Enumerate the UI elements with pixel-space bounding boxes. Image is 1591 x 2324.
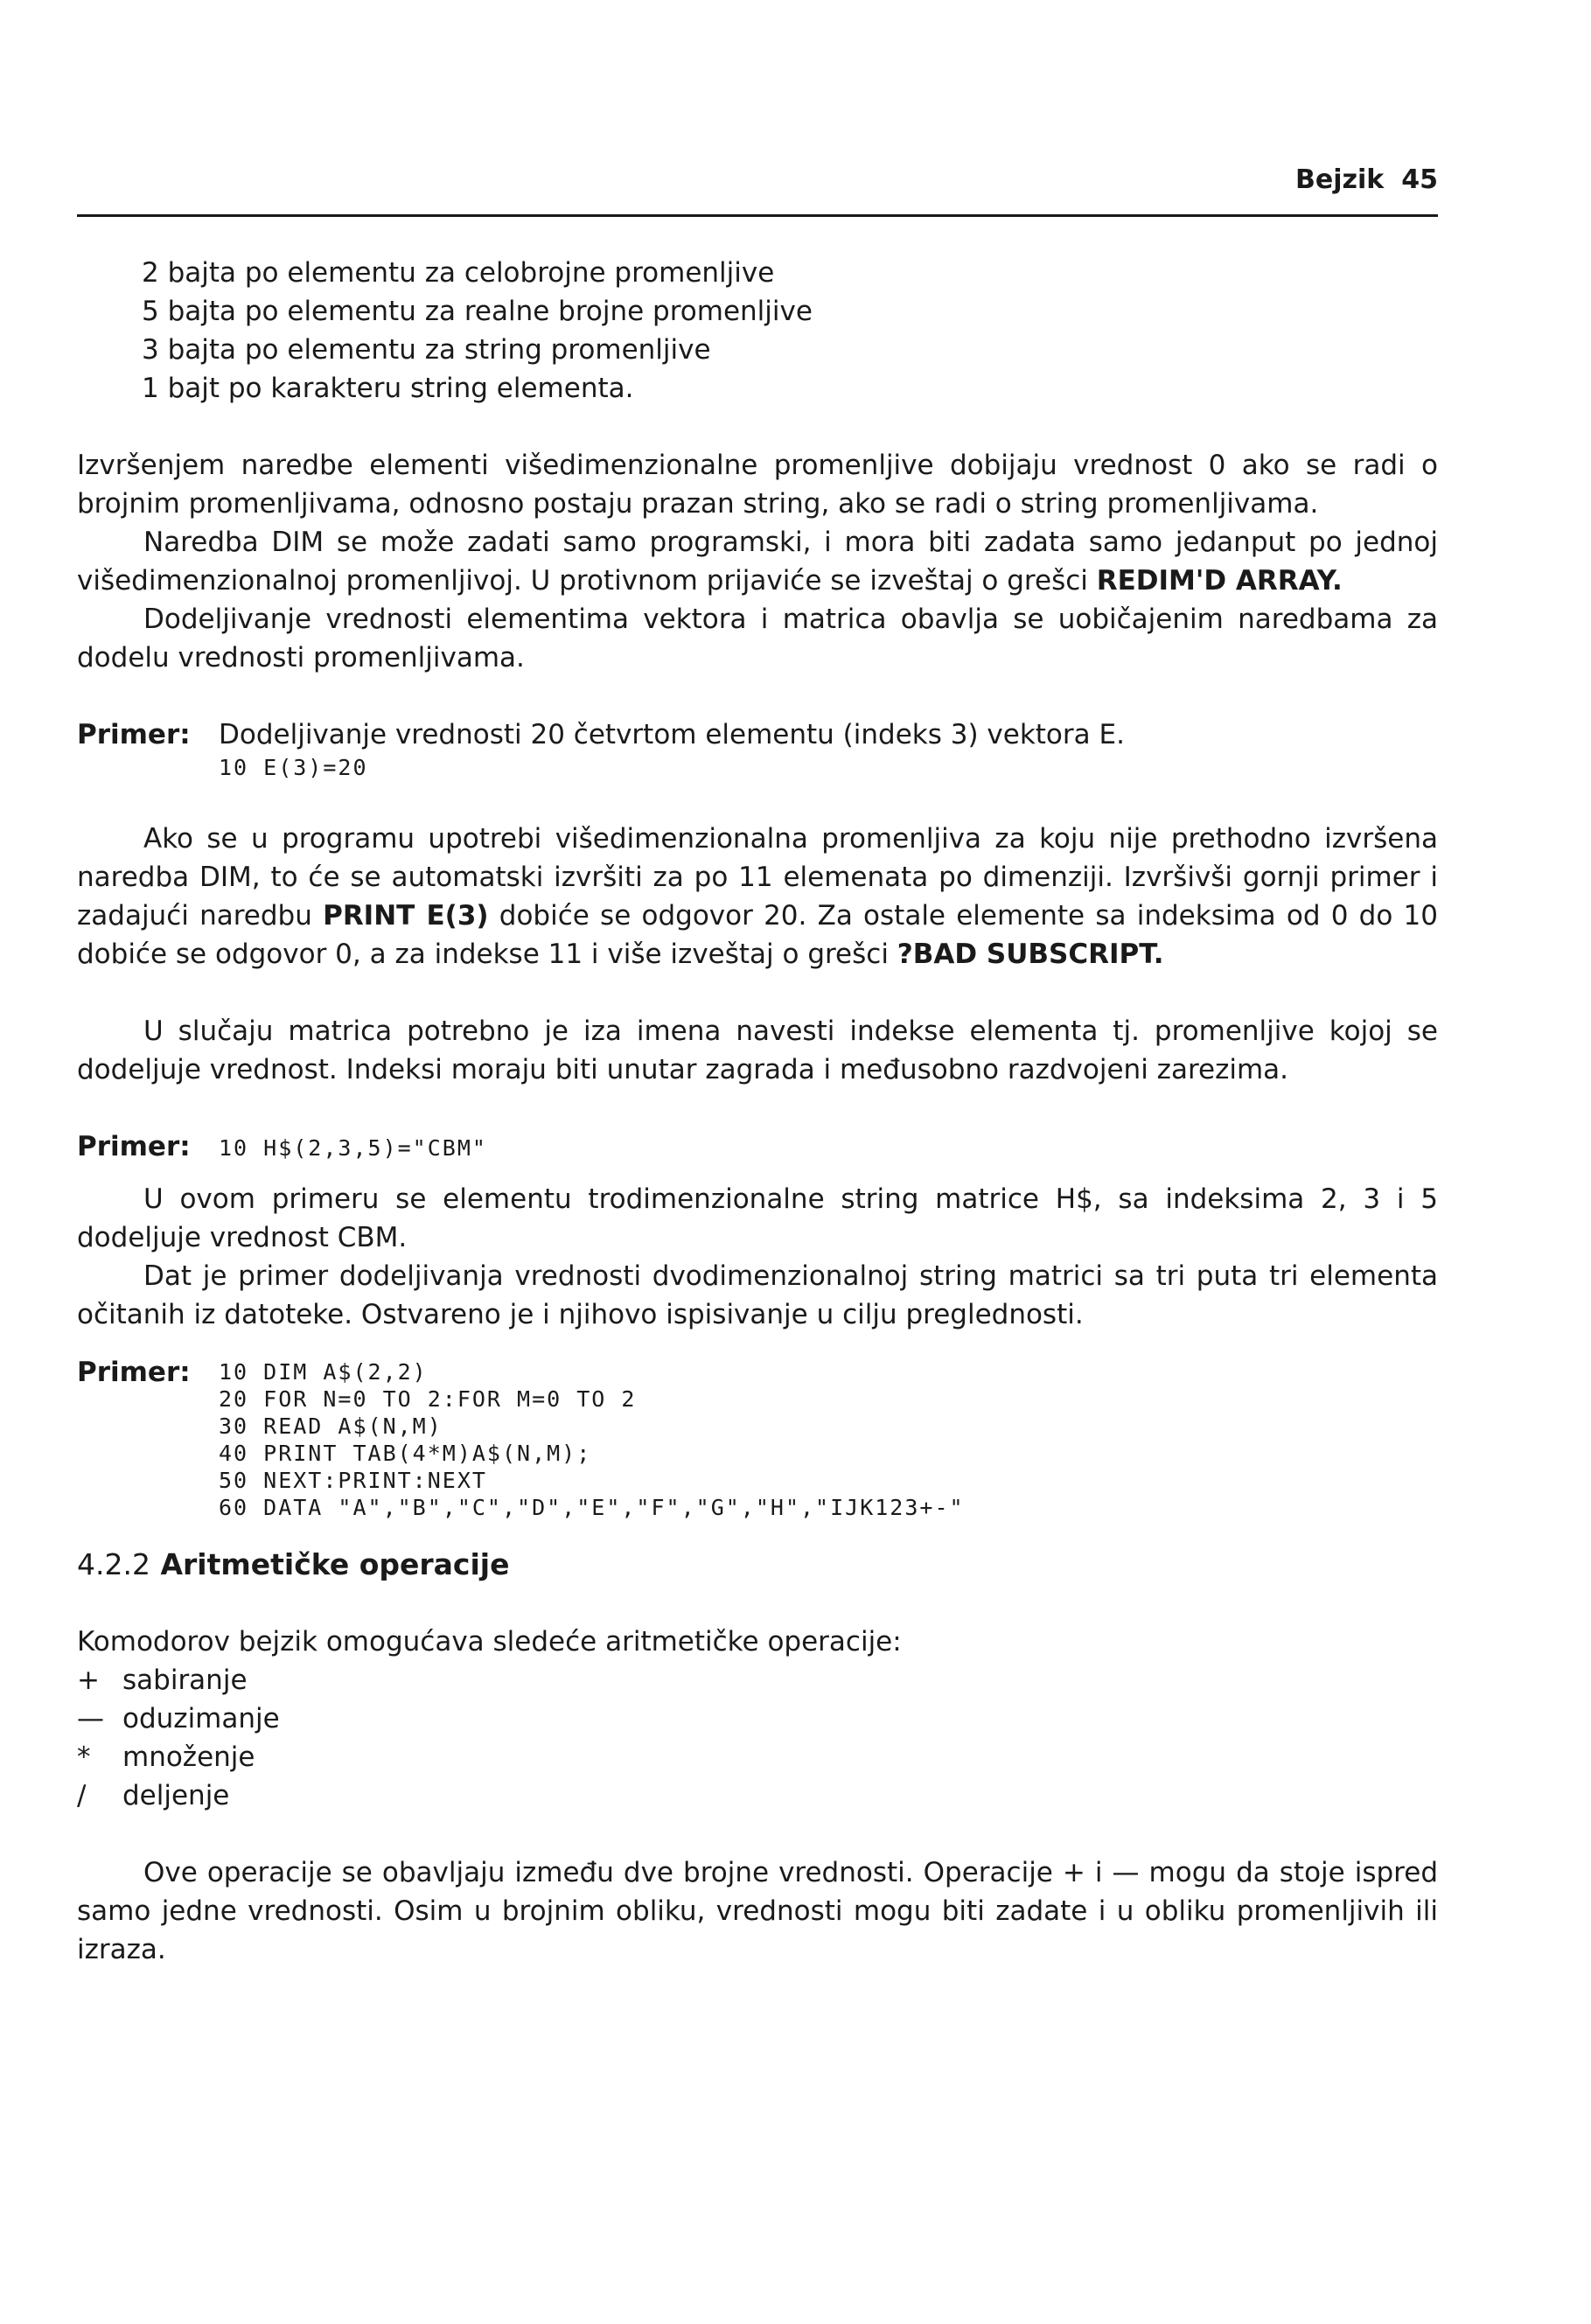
example-label: Primer: [77, 1131, 191, 1162]
list-item [77, 1699, 1438, 1738]
code-line: 10 E(3)=20 [219, 755, 368, 780]
running-header [77, 164, 1438, 195]
example-vector [77, 715, 1438, 781]
header-title: Bejzik [1295, 164, 1385, 195]
paragraph-assignment: Dodeljivanje vrednosti elementima vektora i matrica obavlja se uobičajenim naredbama za dodelu vrednosti promenljivama. [77, 604, 1438, 673]
operator-symbol: * [77, 1741, 91, 1773]
code-listing [219, 1353, 965, 1521]
code-line: 10 H$(2,3,5)="CBM" [219, 1135, 487, 1161]
code-line: 30 READ A$(N,M) [219, 1413, 443, 1439]
page-number: 45 [1401, 164, 1438, 195]
section-heading [77, 1546, 1438, 1584]
operator-symbol: / [77, 1780, 87, 1811]
list-item: 5 bajta po elementu za realne brojne promenljive [142, 296, 813, 327]
print-command: PRINT E(3) [323, 900, 489, 932]
paragraph-matrix-indices: U slučaju matrica potrebno je iza imena navesti indekse elementa tj. promenljive kojoj se dodeljuje vrednost. Indeksi moraju biti unutar zagrada i međusobno razdvojeni zarezima. [77, 1015, 1438, 1085]
paragraph-read-example: Dat je primer dodeljivanja vrednosti dvodimenzionalnoj string matrici sa tri puta tri elementa očitanih iz datoteke. Ostvareno je i njihovo ispisivanje u cilju preglednosti. [77, 1260, 1438, 1330]
memory-size-list [142, 254, 1438, 408]
paragraph-dim-programmatic [77, 523, 1438, 600]
code-line: 10 DIM A$(2,2) [219, 1359, 428, 1385]
header-rule [77, 214, 1438, 217]
operator-symbol: + [77, 1664, 100, 1696]
operator-symbol: — [77, 1703, 104, 1734]
operator-name: deljenje [122, 1780, 230, 1811]
list-item [77, 1661, 1438, 1699]
page-body [77, 254, 1438, 1969]
paragraph-operations-intro: Komodorov bejzik omogućava sledeće aritmetičke operacije: [77, 1626, 902, 1658]
code-line: 50 NEXT:PRINT:NEXT [219, 1468, 487, 1493]
operator-name: sabiranje [122, 1664, 248, 1696]
paragraph-operations-detail: Ove operacije se obavljaju između dve brojne vrednosti. Operacije + i — mogu da stoje ispred samo jedne vrednosti. Osim u brojnim obliku, vrednosti mogu biti zadate i u obliku promenljivih ili izraza. [77, 1857, 1438, 1965]
paragraph-auto-dim [77, 820, 1438, 974]
code-line: 60 DATA "A","B","C","D","E","F","G","H","IJK123+-" [219, 1495, 965, 1520]
example-label: Primer: [77, 1357, 191, 1388]
example-label: Primer: [77, 719, 191, 750]
operator-name: množenje [122, 1741, 255, 1773]
paragraph-example-explanation: U ovom primeru se elementu trodimenzionalne string matrice H$, sa indeksima 2, 3 i 5 dodeljuje vrednost CBM. [77, 1183, 1438, 1253]
operations-list [77, 1661, 1438, 1815]
operator-name: oduzimanje [122, 1703, 280, 1734]
paragraph-text: Ako se u programu upotrebi višedimenzionalna promenljiva za koju nije prethodno izvršena naredba DIM, to će se automatski izvršiti za po 11 elemenata po dimenziji. Izvršivši gornji primer i zadajući naredbu [77, 823, 1438, 932]
section-number: 4.2.2 [77, 1547, 150, 1581]
example-body [219, 715, 1125, 781]
section-title: Aritmetičke operacije [160, 1547, 510, 1581]
example-description: Dodeljivanje vrednosti 20 četvrtom elementu (indeks 3) vektora E. [219, 719, 1125, 750]
list-item [77, 1776, 1438, 1815]
list-item [77, 1738, 1438, 1776]
error-message: ?BAD SUBSCRIPT. [897, 939, 1164, 970]
list-item: 3 bajta po elementu za string promenljive [142, 334, 711, 366]
paragraph-text: Naredba DIM se može zadati samo programski, i mora biti zadata samo jedanput po jednoj višedimenzionalnoj promenljivoj. U protivnom prijaviće se izveštaj o grešci [77, 527, 1438, 597]
code-line: 40 PRINT TAB(4*M)A$(N,M); [219, 1441, 592, 1466]
list-item: 2 bajta po elementu za celobrojne promenljive [142, 257, 775, 289]
example-read-data [77, 1353, 1438, 1521]
error-message: REDIM'D ARRAY. [1096, 565, 1343, 597]
paragraph-text: dobiće se odgovor 20. Za ostale elemente sa indeksima od 0 do 10 dobiće se odgovor 0, a za indekse 11 i više izveštaj o grešci [77, 900, 1438, 970]
paragraph-dim-init: Izvršenjem naredbe elementi višedimenzionalne promenljive dobijaju vrednost 0 ako se radi o brojnim promenljivama, odnosno postaju prazan string, ako se radi o string promenljivama. [77, 450, 1438, 520]
code-line: 20 FOR N=0 TO 2:FOR M=0 TO 2 [219, 1386, 637, 1412]
example-string-matrix [77, 1127, 1438, 1166]
list-item: 1 bajt po karakteru string elementa. [142, 373, 634, 404]
